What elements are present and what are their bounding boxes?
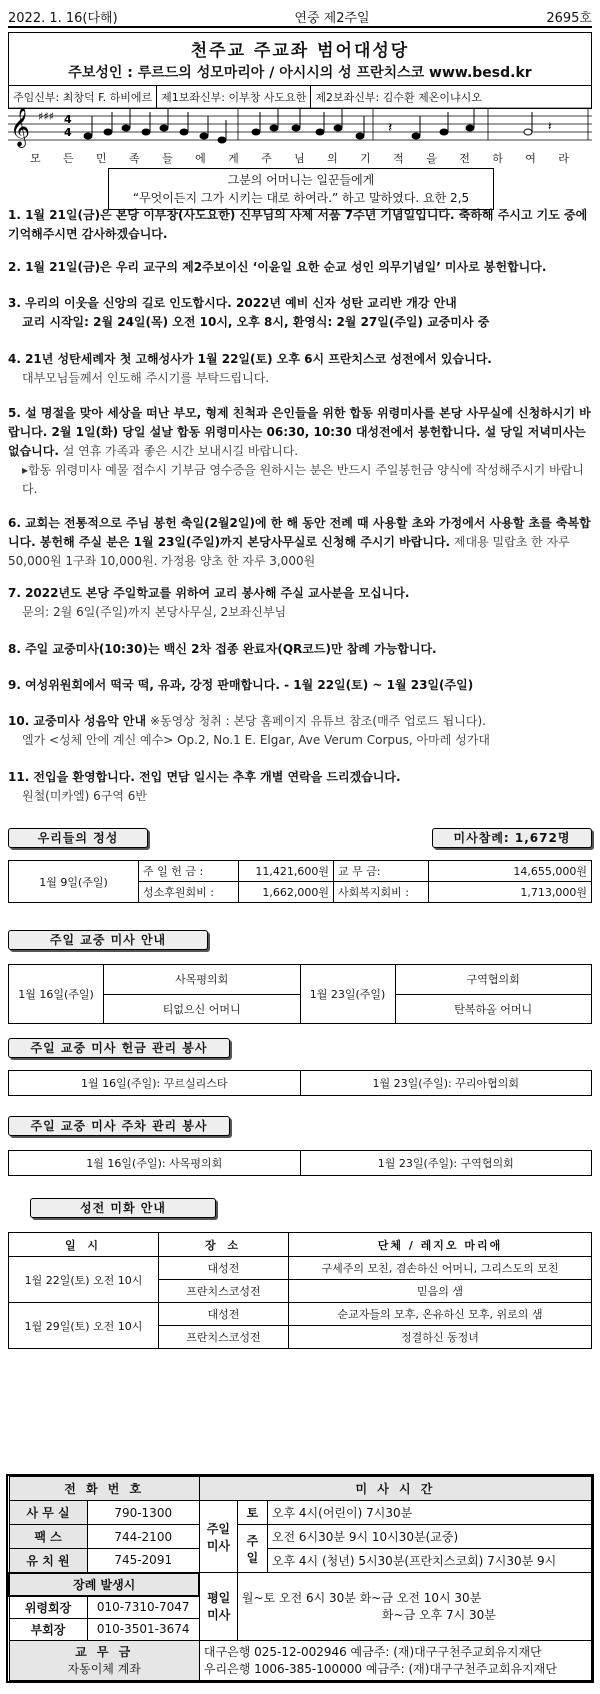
assistant-priest-2: 제2보좌신부: 김수환 제온이냐시오	[315, 91, 482, 104]
phone-kindergarten: 745-2091	[87, 1549, 199, 1573]
svg-text:𝄽: 𝄽	[548, 119, 552, 133]
liturgical-season: 연중 제2주일	[294, 10, 370, 26]
bank-accounts	[199, 1640, 591, 1680]
svg-text:4: 4	[64, 126, 72, 139]
cleaning-place-1b: 프란치스코성전	[159, 1280, 289, 1303]
phone-title: 전 화 번 호	[9, 1477, 199, 1501]
phone-label-fax: 팩 스	[9, 1525, 87, 1549]
offering-value-4: 1,713,000원	[429, 882, 592, 903]
top-line	[8, 6, 592, 28]
funeral-label-2: 부회장	[9, 1618, 87, 1640]
lyric-syllable: 라	[558, 152, 570, 165]
mass-guide-group-2: 구역협의회	[395, 965, 592, 995]
notice-9	[8, 676, 594, 695]
cleaning-group-2b: 정결하신 동정녀	[289, 1326, 592, 1349]
mass-guide-date-1: 1월 16일(주일)	[9, 965, 104, 1024]
mass-guide-date-2: 1월 23일(주일)	[300, 965, 395, 1024]
lyric-syllable: 에	[195, 152, 207, 165]
notice-10-detail: 엘가 <성체 안에 계신 예수> Op.2, No.1 E. Elgar, Ave Verum Corpus, 아마레 성가대	[22, 733, 490, 747]
lyric-syllable: 기	[360, 152, 372, 165]
saturday-mass: 오후 4시(어린이) 7시30분	[267, 1501, 591, 1525]
mass-guide-legio-2: 탄복하올 어머니	[395, 994, 592, 1024]
weekday-mass-line-2: 화~금 오후 7시 30분	[381, 1608, 496, 1623]
notice-3-detail: 교리 시작일: 2월 24일(목) 오전 10시, 오후 8시, 환영식: 2월 27일(주일) 교중미사 중	[22, 315, 490, 329]
notice-4-detail: 대부모님들께서 인도해 주시기를 부탁드립니다.	[22, 371, 270, 385]
mass-guide-tab: 주일 교중 미사 안내	[8, 930, 208, 950]
issue-number: 2695호	[546, 10, 592, 26]
cleaning-group-1b: 믿음의 샘	[289, 1280, 592, 1303]
offering-date: 1월 9일(주일)	[9, 861, 139, 903]
cleaning-tab: 성전 미화 안내	[30, 1198, 216, 1218]
mass-guide-legio-1: 티없으신 어머니	[104, 994, 301, 1024]
contact-table	[8, 1476, 592, 1681]
funeral-title: 장례 발생시	[9, 1573, 199, 1596]
auto-transfer-cell	[9, 1640, 199, 1680]
quote-line-1: 그분의 어머니는 일꾼들에게	[227, 173, 375, 187]
notice-5-text: 5. 설 명절을 맞아 세상을 떠난 부모, 형제 친척과 은인들을 위한 합동 위령미사를 본당 사무실에 신청하시기 바랍니다. 2월 1일(화) 당일 설날 합동 위령미사는 06:30, 10:30 대성전에서 봉헌합니다. 설 당일 저녁미사는 없습니다.	[8, 406, 591, 458]
notice-9-text: 9. 여성위원회에서 떡국 떡, 유과, 강정 판매합니다. - 1월 22일(토) ~ 1월 23일(주일)	[8, 678, 474, 692]
notice-1	[8, 206, 594, 244]
sunday-mass-pm: 오후 4시 (청년) 5시30분(프란치스코회) 7시30분 9시	[267, 1549, 591, 1573]
notice-7-detail: 문의: 2월 6일(주일)까지 본당사무실, 2보좌신부님	[22, 605, 287, 619]
phone-office: 790-1300	[87, 1501, 199, 1525]
weekday-mass-line-1: 월~토 오전 6시 30분 화~금 오전 10시 30분	[241, 1591, 482, 1606]
mass-times-title: 미 사 시 간	[199, 1477, 591, 1501]
phone-label-office: 사 무 실	[9, 1501, 87, 1525]
notice-8-text: 8. 주일 교중미사(10:30)는 백신 2차 접종 완료자(QR코드)만 참례 가능합니다.	[8, 642, 437, 656]
weekend-mass-label: 주일 미사	[199, 1501, 237, 1573]
offering-value-3: 1,662,000원	[239, 882, 334, 903]
lyric-syllable: 들	[162, 152, 174, 165]
svg-text:𝄞: 𝄞	[10, 107, 31, 147]
notice-10-text: 10. 교중미사 성음악 안내	[8, 714, 147, 728]
lyric-syllable: 민	[96, 152, 108, 165]
notice-3	[8, 294, 594, 332]
cleaning-place-1a: 대성전	[159, 1257, 289, 1280]
notice-5-detail: 설 연휴 가족과 좋은 시간 보내시길 바랍니다.	[62, 444, 299, 458]
notice-8	[8, 640, 594, 659]
lyric-syllable: 전	[459, 152, 471, 165]
offering-label-4: 사회복지회비 :	[334, 882, 429, 903]
weekday-mass	[237, 1573, 591, 1641]
cleaning-place-2b: 프란치스코성전	[159, 1326, 289, 1349]
parish-title: 천주교 주교좌 범어대성당	[190, 41, 410, 61]
lyric-syllable: 족	[129, 152, 141, 165]
cleaning-header-group: 단체 / 레지오 마리애	[289, 1233, 592, 1257]
sunday-label: 주일	[237, 1525, 267, 1573]
lyric-syllable: 여	[525, 152, 537, 165]
notice-1-text: 1. 1월 21일(금)은 본당 이부창(사도요한) 신부님의 사제 서품 7주년 기념일입니다. 축하해 주시고 기도 중에 기억해주시면 감사하겠습니다.	[8, 208, 588, 241]
funeral-label-1: 위령회장	[9, 1596, 87, 1619]
patrons-line: 주보성인 : 루르드의 성모마리아 / 아시시의 성 프란치스코 www.besd.kr	[9, 62, 591, 86]
lyric-syllable: 을	[426, 152, 438, 165]
offering-value-2: 14,655,000원	[429, 861, 592, 882]
quote-line-2: “무엇이든지 그가 시키는 대로 하여라.” 하고 말하였다. 요한 2,5	[132, 191, 470, 205]
cleaning-place-2a: 대성전	[159, 1303, 289, 1326]
notice-5	[8, 404, 594, 499]
cash-left: 1월 16일(주일): 꾸르실리스타	[9, 1071, 301, 1096]
svg-text:4: 4	[64, 113, 72, 126]
notice-11-text: 11. 전입을 환영합니다. 전입 면담 일시는 추후 개별 연락을 드리겠습니다.	[8, 770, 401, 784]
gospel-quote	[108, 168, 494, 210]
funeral-phone-1: 010-7310-7047	[87, 1596, 199, 1619]
cleaning-date-2: 1월 29일(토) 오전 10시	[9, 1303, 159, 1349]
notice-7	[8, 584, 594, 622]
cleaning-table	[8, 1232, 592, 1349]
phone-label-kindergarten: 유 치 원	[9, 1549, 87, 1573]
music-staff	[8, 100, 592, 148]
hymn-lyrics	[30, 150, 570, 166]
header-box	[8, 32, 592, 109]
parking-tab: 주일 교중 미사 주차 관리 봉사	[8, 1116, 230, 1136]
cash-right: 1월 23일(주일): 꾸리아협의회	[300, 1071, 592, 1096]
cash-tab: 주일 교중 미사 헌금 관리 봉사	[8, 1038, 230, 1058]
svg-text:♯♯♯: ♯♯♯	[38, 110, 54, 123]
cleaning-group-2a: 순교자들의 모후, 온유하신 모후, 위로의 샘	[289, 1303, 592, 1326]
notice-5-note: ▸합동 위령미사 예물 접수시 기부금 영수증을 원하시는 분은 반드시 주일봉헌금 양식에 작성해주시기 바랍니다.	[22, 463, 584, 496]
parking-table	[8, 1150, 592, 1176]
offering-label-3: 성소후원회비 :	[139, 882, 239, 903]
notice-6-detail: 제대용 밀랍초 한 자루 50,000원 1구좌 10,000원. 가정용 양초 한 자루 3,000원	[8, 535, 570, 568]
parking-left: 1월 16일(주일): 사목평의회	[9, 1151, 301, 1176]
notice-7-text: 7. 2022년도 본당 주일학교를 위하여 교리 봉사해 주실 교사분을 모십니다.	[8, 586, 410, 600]
cleaning-group-1a: 구세주의 모친, 겸손하신 어머니, 그리스도의 모친	[289, 1257, 592, 1280]
bank-account-1: 대구은행 025-12-002946 예금주: (재)대구구천주교회유지재단	[203, 1645, 542, 1659]
cleaning-header-place: 장 소	[159, 1233, 289, 1257]
cleaning-header-date: 일 시	[9, 1233, 159, 1257]
bulletin-date: 2022. 1. 16(다해)	[8, 10, 118, 26]
notice-10-extra: ※동영상 청취 : 본당 홈페이지 유튜브 참조(매주 업로드 됩니다).	[146, 714, 486, 728]
lyric-syllable: 든	[63, 152, 75, 165]
notice-6	[8, 514, 594, 571]
lyric-syllable: 하	[492, 152, 504, 165]
weekday-mass-label: 평일 미사	[199, 1573, 237, 1641]
bank-account-2: 우리은행 1006-385-100000 예금주: (재)대구구천주교회유지재단	[203, 1662, 557, 1676]
notice-2	[8, 258, 594, 277]
offering-tab: 우리들의 정성	[8, 828, 148, 848]
funeral-phone-2: 010-3501-3674	[87, 1618, 199, 1640]
assistant-priest-1: 제1보좌신부: 이부창 사도요한	[157, 86, 311, 108]
lyric-syllable: 게	[228, 152, 240, 165]
offering-value-1: 11,421,600원	[239, 861, 334, 882]
sunday-mass-am: 오전 6시30분 9시 10시30분(교중)	[267, 1525, 591, 1549]
pay-title: 교 무 금	[75, 1645, 134, 1659]
lyric-syllable: 주	[261, 152, 273, 165]
svg-text:𝄽: 𝄽	[388, 120, 393, 136]
lyric-syllable: 모	[30, 152, 42, 165]
pastor: 주임신부: 최창덕 F. 하비에르	[9, 86, 157, 108]
cleaning-date-1: 1월 22일(토) 오전 10시	[9, 1257, 159, 1303]
offering-label-2: 교 무 금:	[334, 861, 429, 882]
notice-4	[8, 350, 594, 388]
phone-fax: 744-2100	[87, 1525, 199, 1549]
notice-11-detail: 원철(미카엘) 6구역 6반	[22, 789, 147, 803]
contact-mass-times	[6, 1474, 594, 1683]
cash-table	[8, 1070, 592, 1096]
offering-label-1: 주 일 헌 금 :	[139, 861, 239, 882]
notice-6-text: 6. 교회는 전통적으로 주님 봉헌 축일(2월2일)에 한 해 동안 전례 때 사용할 초와 가정에서 사용할 초를 축복합니다. 봉헌해 주실 분은 1월 23일(주일)까지 본당사무실로 신청해 주시기 바랍니다.	[8, 516, 591, 549]
notice-3-text: 3. 우리의 이웃을 신앙의 길로 인도합시다. 2022년 예비 신자 성탄 교리반 개강 안내	[8, 296, 457, 310]
notice-11	[8, 768, 594, 806]
lyric-syllable: 적	[393, 152, 405, 165]
mass-guide-group-1: 사목평의회	[104, 965, 301, 995]
notice-2-text: 2. 1월 21일(금)은 우리 교구의 제2주보이신 ‘이윤일 요한 순교 성인 의무기념일’ 미사로 봉헌합니다.	[8, 260, 547, 274]
pay-sub: 자동이체 계좌	[67, 1662, 141, 1676]
mass-guide-table	[8, 964, 592, 1024]
lyric-syllable: 님	[294, 152, 306, 165]
saturday-label: 토	[237, 1501, 267, 1525]
parking-right: 1월 23일(주일): 구역협의회	[300, 1151, 592, 1176]
notice-4-text: 4. 21년 성탄세례자 첫 고해성사가 1월 22일(토) 오후 6시 프란치스코 성전에서 있습니다.	[8, 352, 492, 366]
attendance-count: 미사참례: 1,672명	[432, 828, 592, 848]
offering-table	[8, 860, 592, 903]
lyric-syllable: 의	[327, 152, 339, 165]
notice-10	[8, 712, 594, 750]
